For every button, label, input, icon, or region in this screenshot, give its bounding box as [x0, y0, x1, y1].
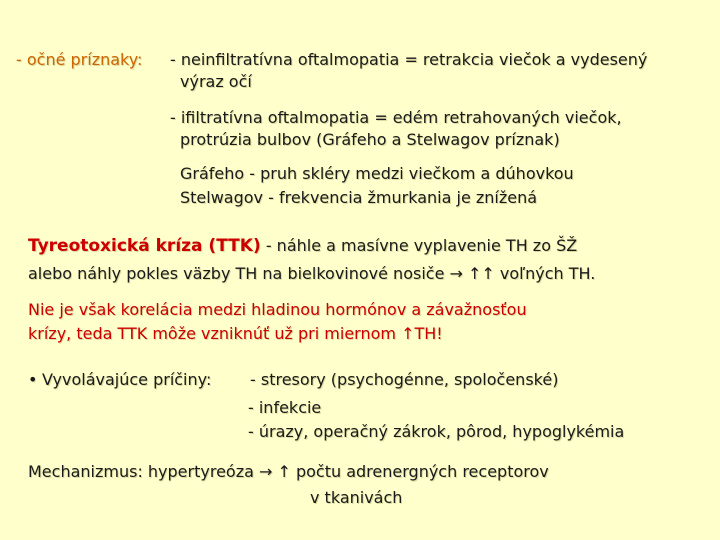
- ttk-warning-line-2: krízy, teda TTK môže vzniknúť už pri miernom ↑TH!: [28, 324, 443, 343]
- mechanism-line-2: v tkanivách: [310, 488, 403, 507]
- ttk-description-1: - náhle a masívne vyplavenie TH zo ŠŽ: [260, 236, 578, 255]
- bullet-icon: •: [28, 370, 38, 389]
- mechanism-line-1: Mechanizmus: hypertyreóza → ↑ počtu adrenergných receptorov: [28, 462, 549, 481]
- ttk-heading-row: [28, 236, 577, 256]
- ttk-description-2: alebo náhly pokles väzby TH na bielkovinové nosiče → ↑↑ voľných TH.: [28, 264, 596, 283]
- non-infiltrative-ophthalmopathy-line-1: - neinfiltratívna oftalmopatia = retrakcia viečok a vydesený: [170, 50, 648, 69]
- infiltrative-ophthalmopathy-line-2: protrúzia bulbov (Gráfeho a Stelwagov príznak): [180, 130, 560, 149]
- cause-item: - stresory (psychogénne, spoločenské): [250, 370, 559, 389]
- cause-item: - infekcie: [248, 398, 322, 417]
- stellwag-sign: Stelwagov - frekvencia žmurkania je znížená: [180, 188, 538, 207]
- ttk-warning-line-1: Nie je však korelácia medzi hladinou hormónov a závažnosťou: [28, 300, 527, 319]
- cause-item: - úrazy, operačný zákrok, pôrod, hypoglykémia: [248, 422, 625, 441]
- ttk-title: Tyreotoxická kríza (TTK): [28, 236, 261, 256]
- graefe-sign: Gráfeho - pruh skléry medzi viečkom a dúhovkou: [180, 164, 574, 183]
- non-infiltrative-ophthalmopathy-line-2: výraz očí: [180, 72, 252, 91]
- ocular-symptoms-label: - očné príznaky:: [16, 50, 143, 69]
- infiltrative-ophthalmopathy-line-1: - ifiltratívna oftalmopatia = edém retrahovaných viečok,: [170, 108, 622, 127]
- causes-label: Vyvolávajúce príčiny:: [42, 370, 212, 389]
- causes-heading: [28, 370, 211, 390]
